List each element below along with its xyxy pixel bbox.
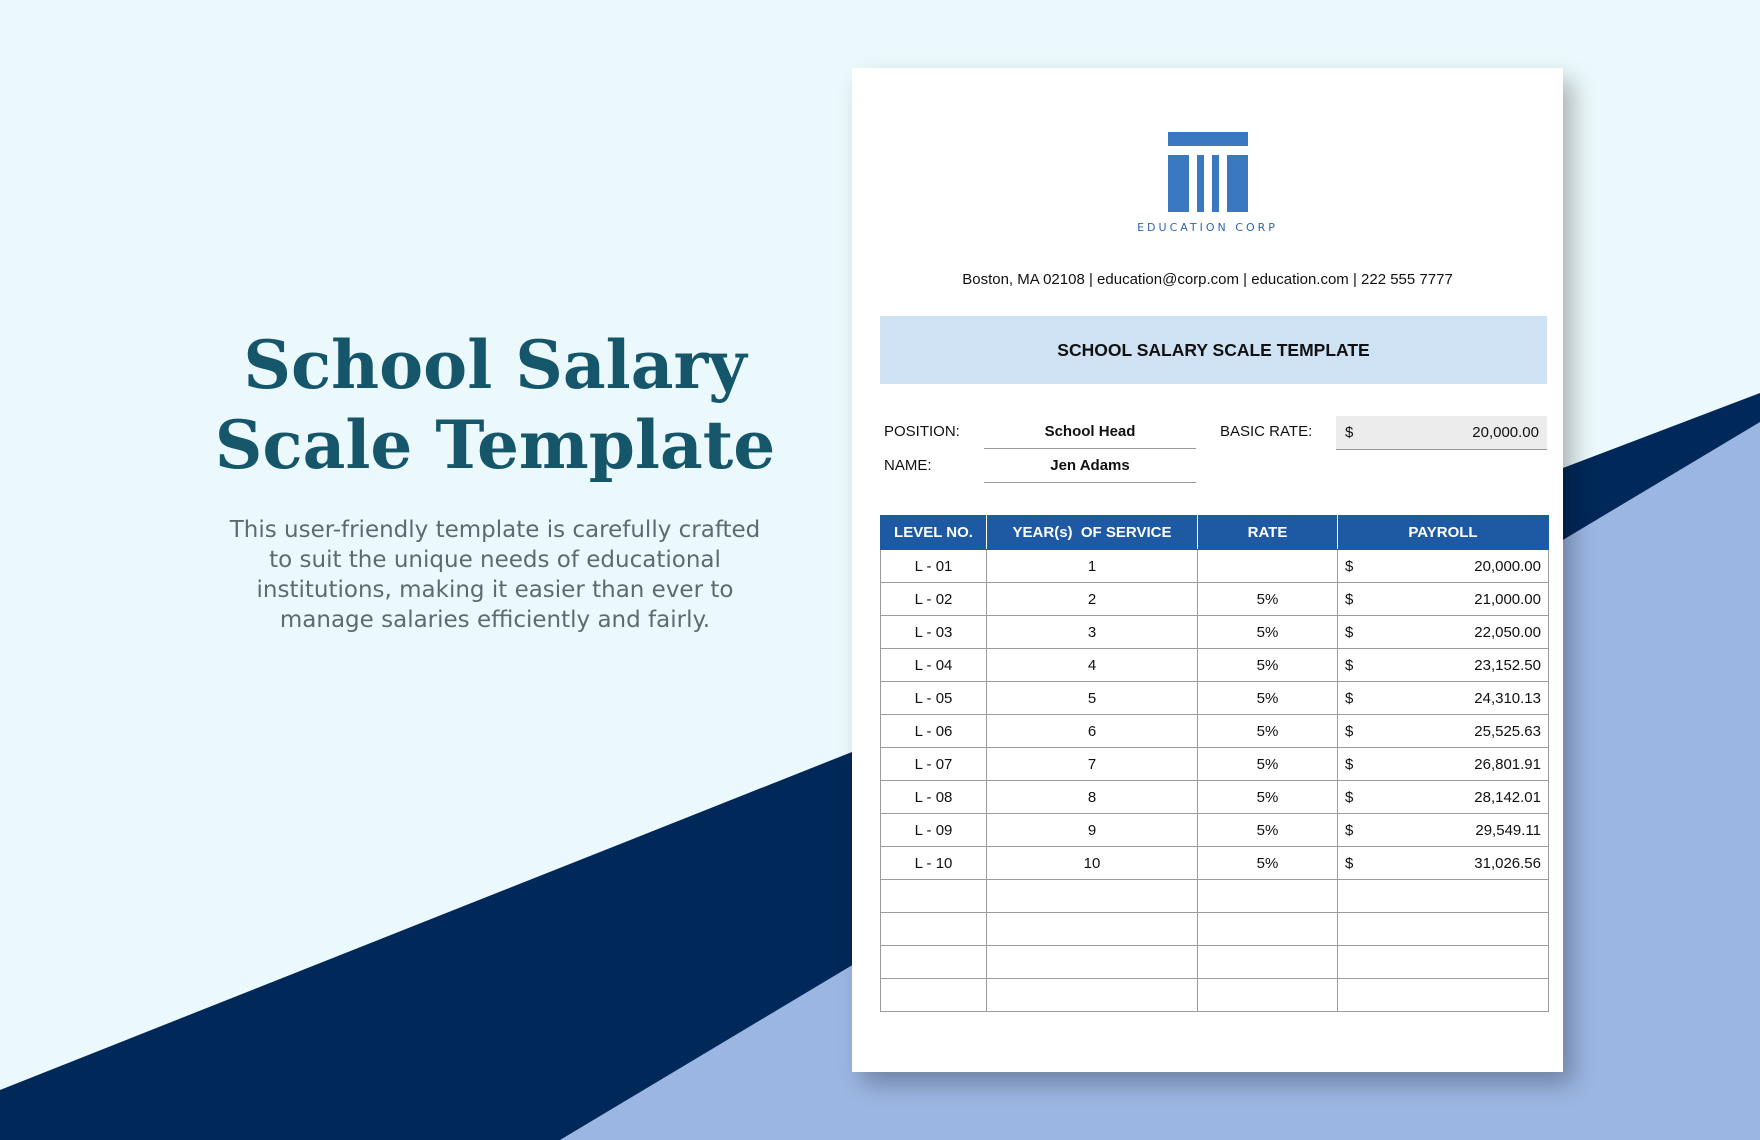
cell-payroll[interactable] [1338,616,1549,649]
document-page [852,68,1563,1072]
cell-rate[interactable]: 5% [1198,583,1338,616]
cell-years[interactable]: 5 [987,682,1198,715]
header-years-of-service: YEAR(s) OF SERVICE [987,516,1198,550]
header-payroll: PAYROLL [1338,516,1549,550]
table-row [881,682,1549,715]
company-logo [852,132,1563,234]
cell-years[interactable]: 7 [987,748,1198,781]
payroll-currency: $ [1345,855,1354,872]
cell-years[interactable] [987,979,1198,1012]
cell-payroll[interactable] [1338,814,1549,847]
cell-level[interactable]: L - 10 [881,847,987,880]
cell-rate[interactable]: 5% [1198,616,1338,649]
cell-years[interactable]: 4 [987,649,1198,682]
cell-years[interactable] [987,946,1198,979]
table-row [881,583,1549,616]
promo-title-line-2: Scale Template [214,406,776,484]
cell-rate[interactable]: 5% [1198,814,1338,847]
payroll-currency: $ [1345,690,1354,707]
cell-level[interactable]: L - 09 [881,814,987,847]
cell-years[interactable]: 6 [987,715,1198,748]
payroll-amount: 22,050.00 [1474,624,1541,641]
cell-rate[interactable]: 5% [1198,847,1338,880]
cell-payroll[interactable] [1338,715,1549,748]
basic-rate-label: BASIC RATE: [1220,423,1313,440]
pillar-logo-icon [1168,132,1248,212]
name-label: NAME: [884,457,932,474]
payroll-amount: 26,801.91 [1474,756,1541,773]
promo-title-line-1: School Salary [243,326,747,404]
payroll-amount: 25,525.63 [1474,723,1541,740]
basic-rate-currency: $ [1345,424,1354,441]
payroll-currency: $ [1345,624,1354,641]
cell-payroll[interactable] [1338,880,1549,913]
payroll-currency: $ [1345,558,1354,575]
contact-line: Boston, MA 02108 | education@corp.com | education.com | 222 555 7777 [962,271,1453,288]
payroll-currency: $ [1345,723,1354,740]
company-logo-text: EDUCATION CORP [1137,221,1278,234]
cell-rate[interactable] [1198,550,1338,583]
cell-payroll[interactable] [1338,913,1549,946]
table-row [881,979,1549,1012]
payroll-amount: 31,026.56 [1474,855,1541,872]
payroll-currency: $ [1345,822,1354,839]
cell-payroll[interactable] [1338,946,1549,979]
promo-title [195,325,795,485]
payroll-amount: 29,549.11 [1475,822,1541,839]
basic-rate-value: 20,000.00 [1472,424,1539,441]
cell-rate[interactable]: 5% [1198,748,1338,781]
table-row [881,880,1549,913]
cell-rate[interactable]: 5% [1198,715,1338,748]
payroll-amount: 24,310.13 [1474,690,1541,707]
cell-years[interactable]: 2 [987,583,1198,616]
cell-rate[interactable] [1198,979,1338,1012]
promo-description: This user-friendly template is carefully crafted to suit the unique needs of educational institutions, making it easier than ever to manage salaries efficiently and fairly. [229,517,761,633]
header-rate: RATE [1198,516,1338,550]
table-row [881,616,1549,649]
payroll-currency: $ [1345,591,1354,608]
cell-level[interactable] [881,979,987,1012]
cell-payroll[interactable] [1338,781,1549,814]
cell-level[interactable] [881,946,987,979]
cell-years[interactable]: 3 [987,616,1198,649]
cell-level[interactable]: L - 01 [881,550,987,583]
table-row [881,913,1549,946]
cell-level[interactable]: L - 04 [881,649,987,682]
table-header-row [881,516,1549,550]
payroll-currency: $ [1345,756,1354,773]
payroll-amount: 28,142.01 [1474,789,1541,806]
cell-rate[interactable] [1198,880,1338,913]
cell-years[interactable]: 10 [987,847,1198,880]
payroll-amount: 23,152.50 [1474,657,1541,674]
payroll-amount: 21,000.00 [1474,591,1541,608]
salary-scale-rows [881,550,1549,1012]
cell-payroll[interactable] [1338,550,1549,583]
cell-level[interactable]: L - 03 [881,616,987,649]
table-row [881,748,1549,781]
cell-years[interactable] [987,880,1198,913]
salary-scale-table [880,515,1549,1012]
cell-level[interactable] [881,913,987,946]
header-level-no: LEVEL NO. [881,516,987,550]
table-row [881,550,1549,583]
cell-payroll[interactable] [1338,748,1549,781]
cell-level[interactable]: L - 05 [881,682,987,715]
position-value[interactable]: School Head [984,416,1196,449]
cell-rate[interactable]: 5% [1198,781,1338,814]
table-row [881,847,1549,880]
cell-years[interactable]: 9 [987,814,1198,847]
cell-level[interactable]: L - 06 [881,715,987,748]
table-row [881,649,1549,682]
payroll-amount: 20,000.00 [1474,558,1541,575]
cell-rate[interactable]: 5% [1198,649,1338,682]
cell-years[interactable]: 8 [987,781,1198,814]
cell-payroll[interactable] [1338,649,1549,682]
cell-level[interactable]: L - 07 [881,748,987,781]
table-row [881,715,1549,748]
cell-years[interactable]: 1 [987,550,1198,583]
table-row [881,946,1549,979]
cell-level[interactable]: L - 02 [881,583,987,616]
name-value[interactable]: Jen Adams [984,450,1196,483]
cell-payroll[interactable] [1338,847,1549,880]
payroll-currency: $ [1345,789,1354,806]
document-title: SCHOOL SALARY SCALE TEMPLATE [880,316,1547,384]
cell-rate[interactable]: 5% [1198,682,1338,715]
cell-payroll[interactable] [1338,583,1549,616]
cell-rate[interactable] [1198,946,1338,979]
position-label: POSITION: [884,423,960,440]
cell-payroll[interactable] [1338,682,1549,715]
cell-level[interactable]: L - 08 [881,781,987,814]
payroll-currency: $ [1345,657,1354,674]
cell-rate[interactable] [1198,913,1338,946]
cell-level[interactable] [881,880,987,913]
basic-rate-field[interactable] [1336,416,1547,450]
cell-payroll[interactable] [1338,979,1549,1012]
cell-years[interactable] [987,913,1198,946]
table-row [881,781,1549,814]
table-row [881,814,1549,847]
